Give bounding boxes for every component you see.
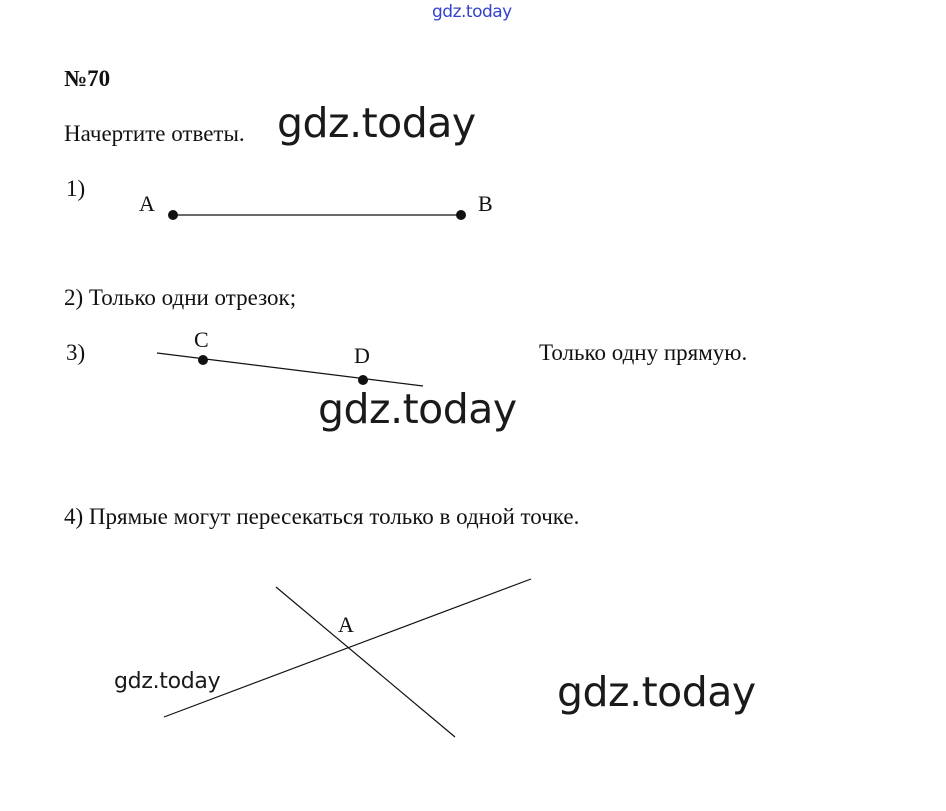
watermark-part3: gdz.today xyxy=(318,385,517,433)
point-b-dot xyxy=(456,210,466,220)
part2-text: 2) Только одни отрезок; xyxy=(64,285,297,310)
part4-text: 4) Прямые могут пересекаться только в одной точке. xyxy=(64,504,580,529)
part3-answer-text: Только одну прямую. xyxy=(539,340,748,365)
point-c-dot xyxy=(198,355,208,365)
part1-number: 1) xyxy=(66,176,86,201)
watermark-part4-left: gdz.today xyxy=(114,669,221,694)
watermark-top: gdz.today xyxy=(432,2,512,22)
watermark-instruction: gdz.today xyxy=(277,99,476,147)
part3-label-d: D xyxy=(354,343,370,368)
part3-number: 3) xyxy=(66,340,86,365)
part4-label-a: A xyxy=(338,612,354,637)
point-d-dot xyxy=(358,375,368,385)
part3-label-c: C xyxy=(194,327,209,352)
line-cd xyxy=(157,353,423,386)
part1-label-a: A xyxy=(139,191,155,216)
point-a-dot xyxy=(168,210,178,220)
line-falling xyxy=(276,587,455,737)
instruction-text: Начертите ответы. xyxy=(64,121,245,146)
watermark-part4-right: gdz.today xyxy=(557,668,756,716)
part1-label-b: B xyxy=(478,191,493,216)
line-rising xyxy=(164,579,531,717)
task-number: №70 xyxy=(64,66,111,91)
